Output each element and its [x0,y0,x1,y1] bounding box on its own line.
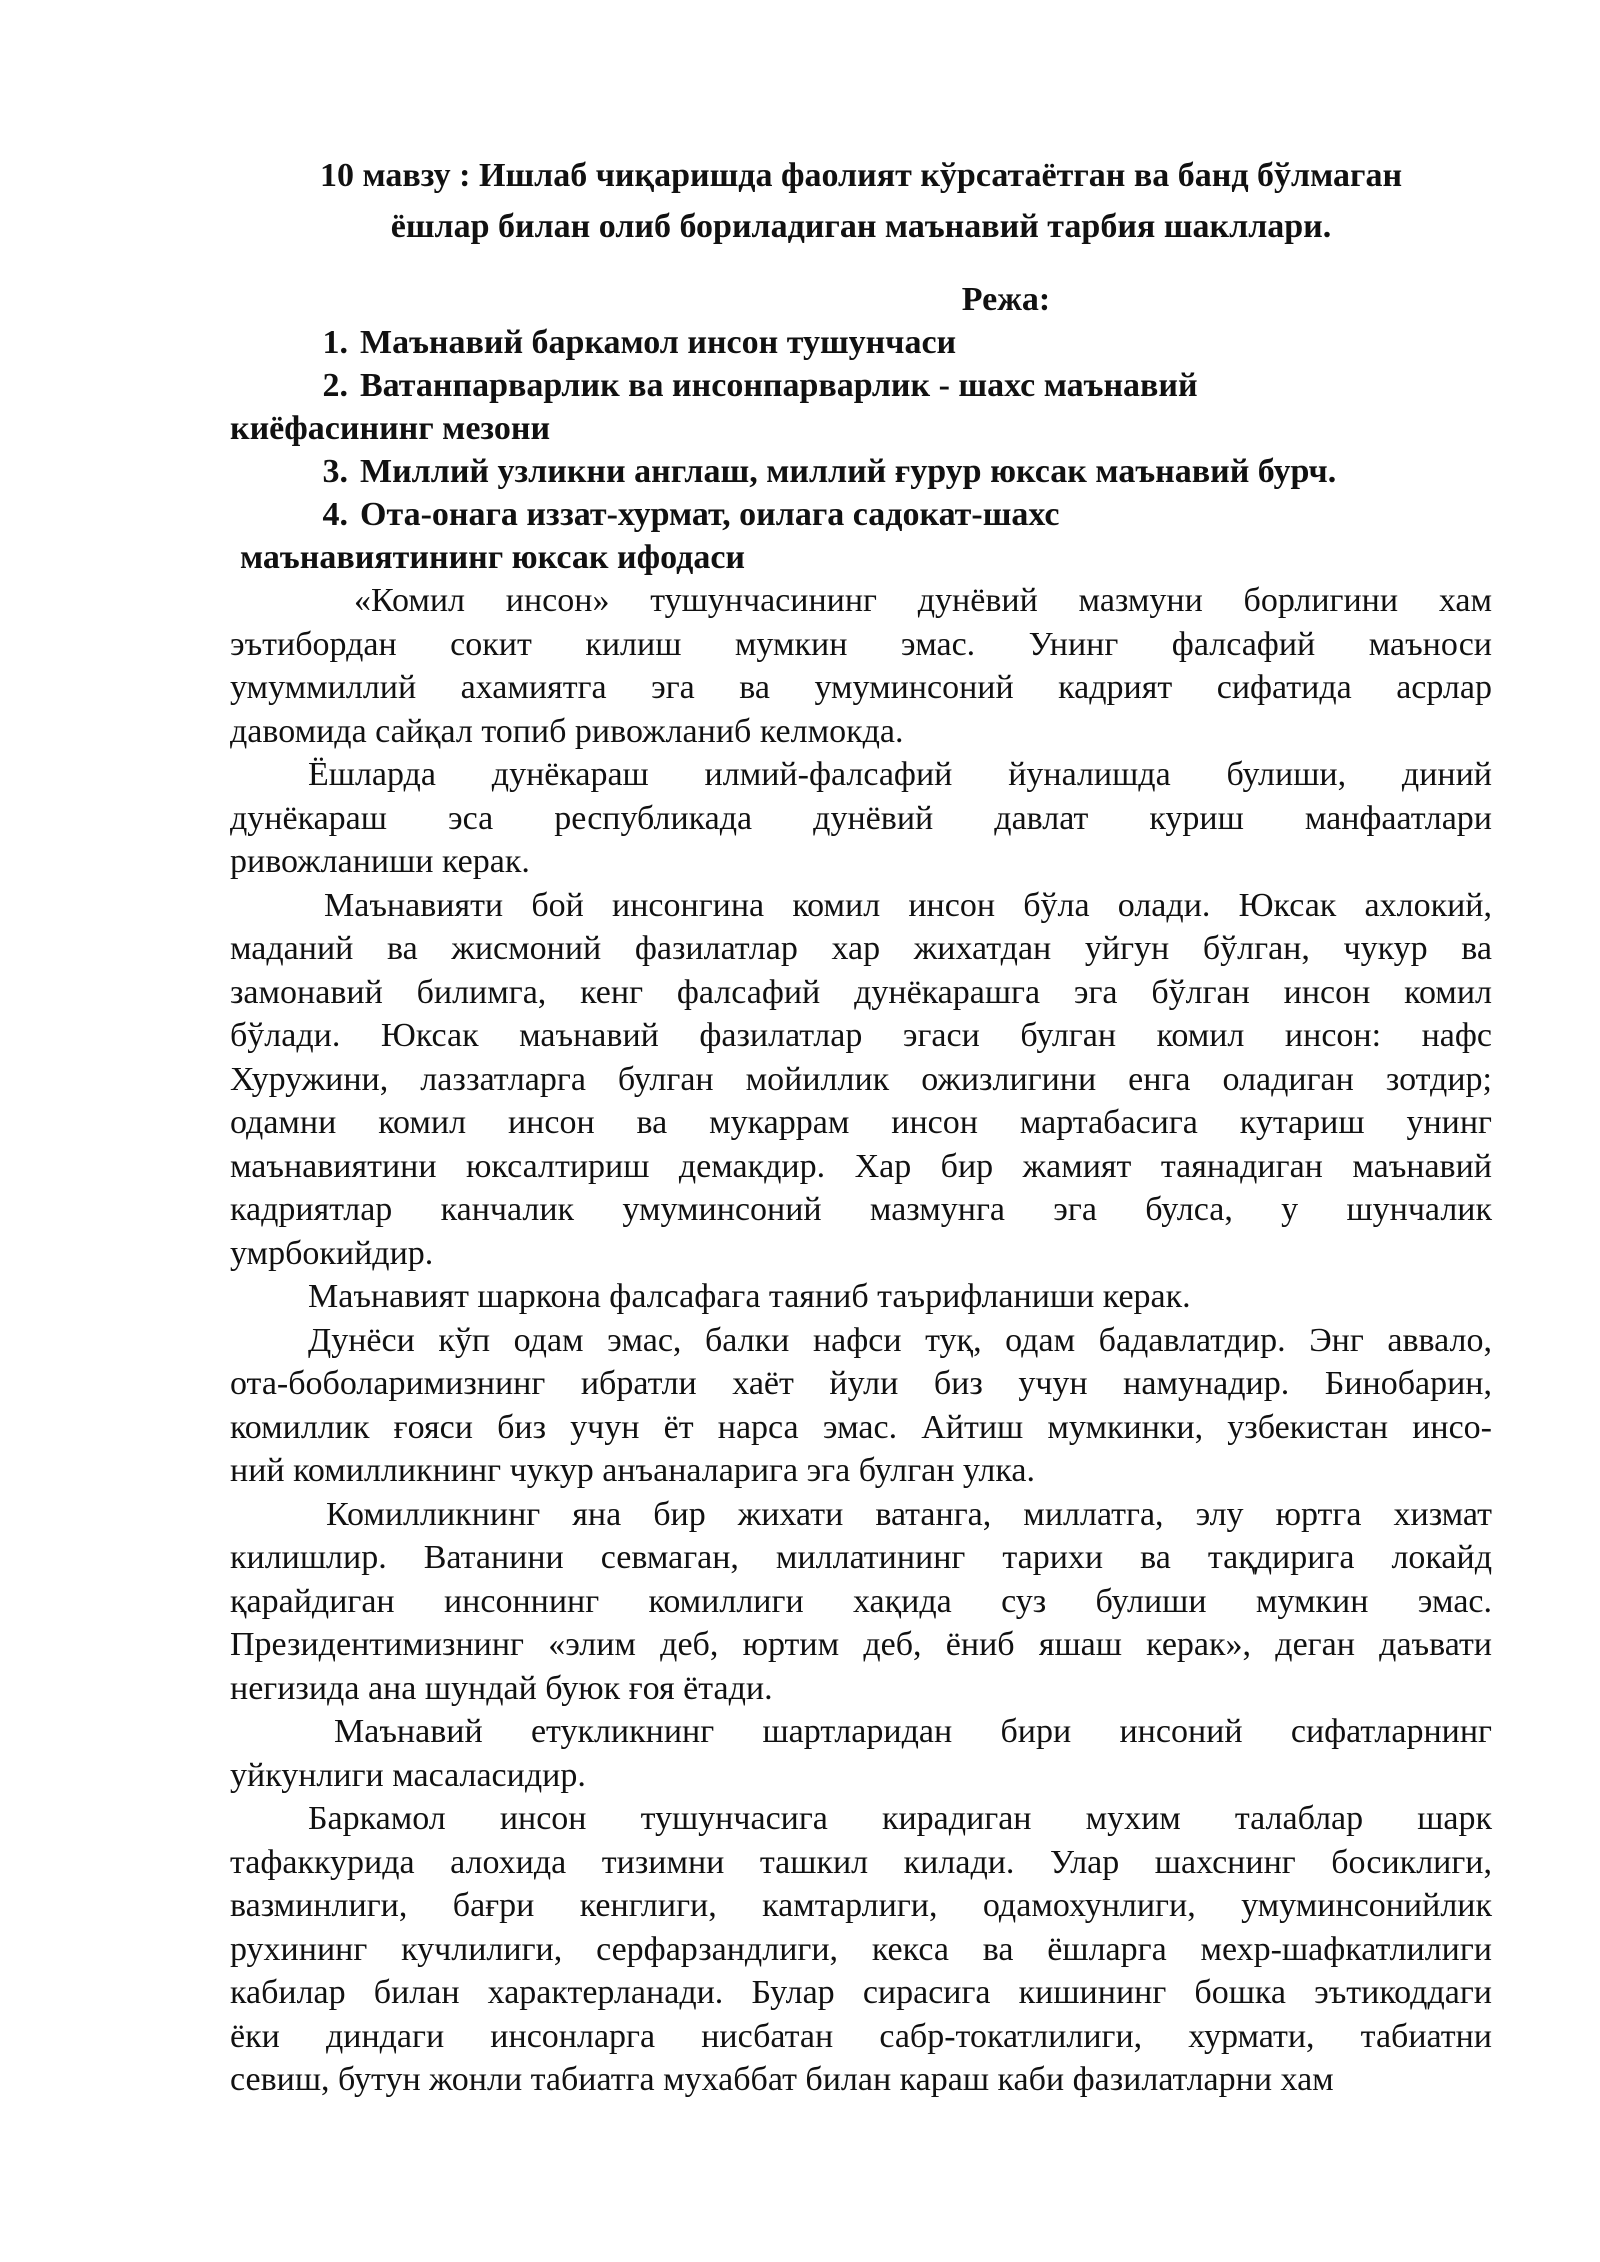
plan-item-text: Ота-онага иззат-хурмат, оилага садокат-шахс [360,496,1060,533]
paragraph-line: «Комил инсон» тушунчасининг дунёвий мазмуни борлигини хам [354,582,1492,619]
paragraph-line: Хуружини, лаззатларга булган мойиллик ожизлигини енга оладиган зотдир; [230,1060,1492,1098]
body-paragraph [230,579,1492,753]
paragraph-line: бўлади. Юксак маънавий фазилатлар эгаси булган комил инсон: нафс [230,1017,1492,1054]
plan-item-3 [230,450,1492,493]
paragraph-line: дунёкараш эса республикада дунёвий давлат куриш манфаатлари [230,799,1492,837]
paragraph-line: Маънавий етукликнинг шартларидан бири инсоний сифатларнинг [334,1713,1492,1750]
body-paragraph [230,753,1492,884]
paragraph-line: ний комилликнинг чукур анъаналарига эга булган улка. [230,1452,1035,1489]
plan-item-text-continued: маънавиятининг юксак ифодаси [240,539,746,576]
plan-item-text: Маънавий баркамол инсон тушунчаси [360,324,957,361]
paragraph-line: маънавиятини юксалтириш демакдир. Хар бир жамият таянадиган маънавий [230,1147,1492,1185]
document-page [230,150,1492,2102]
document-title [230,150,1492,252]
paragraph-line: Маънавияти бой инсонгина комил инсон бўла олади. Юксак ахлокий, [324,886,1492,924]
plan-item-number: 2. [322,367,348,404]
paragraph-line: Ёшларда дунёкараш илмий-фалсафий йуналишда булиши, диний [308,756,1492,793]
paragraph-line: килишлир. Ватанини севмаган, миллатининг тарихи ва тақдирига локайд [230,1539,1492,1576]
plan-item-text: Миллий узликни англаш, миллий ғурур юксак маънавий бурч. [360,453,1337,490]
plan-item-4 [230,493,1492,579]
paragraph-line: одамни комил инсон ва мукаррам инсон мартабасига кутариш унинг [230,1104,1492,1141]
title-line-1: 10 мавзу : Ишлаб чиқаришда фаолият кўрсатаётган ва банд бўлмаган [319,157,1403,194]
paragraph-line: негизида ана шундай буюк ғоя ётади. [230,1669,773,1707]
body-paragraph [230,884,1492,1276]
paragraph-line: кабилар билан характерланади. Булар сирасига кишининг бошка эътикоддаги [230,1974,1492,2011]
plan-item-2 [230,364,1492,450]
body-paragraph [230,1319,1492,1493]
paragraph-line: Комилликнинг яна бир жихати ватанга, миллатга, элу юртга хизмат [326,1495,1492,1533]
plan-heading: Режа: [961,281,1051,318]
paragraph-line: умуммиллий ахамиятга эга ва умуминсоний кадрият сифатида асрлар [230,669,1492,706]
paragraph-line: маданий ва жисмоний фазилатлар хар жихатдан уйгун бўлган, чукур ва [230,930,1492,967]
body-paragraph [230,1493,1492,1711]
plan-list [230,321,1492,579]
paragraph-line: кадриятлар канчалик умуминсоний мазмунга эга булса, у шунчалик [230,1191,1492,1228]
paragraph-line: замонавий билимга, кенг фалсафий дунёкарашга эга бўлган инсон комил [230,973,1492,1011]
body-paragraph [230,1275,1492,1319]
plan-item-number: 4. [322,496,348,533]
paragraph-line: вазминлиги, бағри кенглиги, камтарлиги, одамохунлиги, умуминсонийлик [230,1887,1492,1924]
plan-item-1 [230,321,1492,364]
plan-item-number: 1. [322,324,348,361]
plan-item-text-continued: киёфасининг мезони [230,410,551,447]
paragraph-line: Дунёси кўп одам эмас, балки нафси туқ, одам бадавлатдир. Энг аввало, [308,1321,1492,1359]
paragraph-line: эътибордан сокит килиш мумкин эмас. Унинг фалсафий маъноси [230,625,1492,663]
paragraph-line: ёки диндаги инсонларга нисбатан сабр-токатлилиги, хурмати, табиатни [230,2017,1492,2055]
paragraph-line: комиллик ғояси биз учун ёт нарса эмас. Айтиш мумкинки, узбекистан инсо- [230,1408,1492,1446]
paragraph-line: Президентимизнинг «элим деб, юртим деб, ёниб яшаш керак», деган даъвати [230,1626,1492,1663]
plan-item-text: Ватанпарварлик ва инсонпарварлик - шахс маънавий [360,367,1198,404]
paragraph-line: рухининг кучлилиги, серфарзандлиги, кекса ва ёшларга мехр-шафкатлилиги [230,1930,1492,1968]
paragraph-line: Маънавият шаркона фалсафага таяниб таърифланиши керак. [308,1278,1191,1315]
paragraph-line: ривожланиши керак. [230,843,530,880]
paragraph-line: ота-боболаримизнинг ибратли хаёт йули биз учун намунадир. Бинобарин, [230,1365,1492,1402]
body-paragraph [230,1797,1492,2102]
paragraph-line: севиш, бутун жонли табиатга мухаббат билан караш каби фазилатларни хам [230,2061,1334,2098]
paragraph-line: қарайдиган инсоннинг комиллиги хақида суз булиши мумкин эмас. [230,1582,1492,1620]
paragraph-line: тафаккурида алохида тизимни ташкил килади. Улар шахснинг босиклиги, [230,1843,1492,1881]
paragraph-line: умрбокийдир. [230,1234,434,1272]
paragraph-line: уйкунлиги масаласидир. [230,1756,586,1794]
title-line-2: ёшлар билан олиб бориладиган маънавий тарбия шакллари. [390,208,1332,245]
paragraph-line: Баркамол инсон тушунчасига кирадиган мухим талаблар шарк [308,1800,1492,1837]
body-paragraph [230,1710,1492,1797]
paragraph-line: давомида сайқал топиб ривожланиб келмокда. [230,712,904,750]
plan-item-number: 3. [322,453,348,490]
body-text [230,579,1492,2102]
